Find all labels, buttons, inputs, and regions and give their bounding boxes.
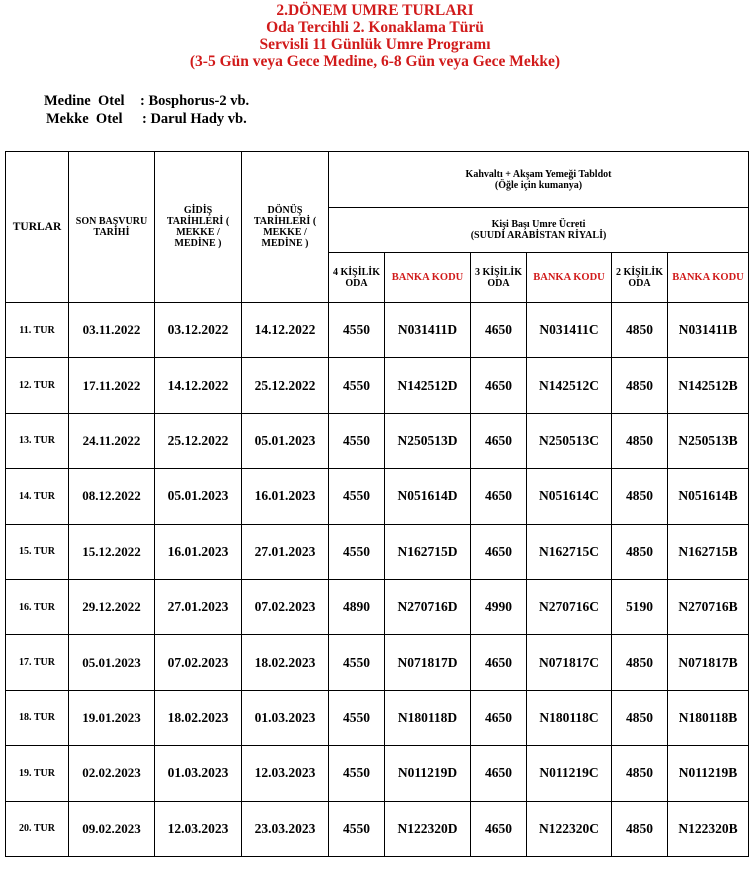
table-row [6, 690, 749, 745]
price-3-person: 4650 [471, 524, 527, 579]
tour-name: 13. TUR [6, 413, 69, 468]
price-4-person: 4550 [329, 690, 385, 745]
bank-code-2: N122320B [668, 801, 749, 856]
header-son-basvuru: SON BAŞVURU TARİHİ [69, 152, 155, 303]
bank-code-4: N270716D [385, 579, 471, 634]
price-2-person: 4850 [612, 303, 668, 358]
hotel-value: : Darul Hady vb. [142, 111, 247, 127]
price-line-2: (SUUDİ ARABİSTAN RİYALİ) [470, 230, 607, 241]
price-3-person: 4650 [471, 413, 527, 468]
table-row [6, 524, 749, 579]
last-application-date: 03.11.2022 [69, 303, 155, 358]
return-date: 27.01.2023 [242, 524, 329, 579]
header-price [329, 208, 749, 253]
bank-code-4: N031411D [385, 303, 471, 358]
last-application-date: 24.11.2022 [69, 413, 155, 468]
bank-code-2: N270716B [668, 579, 749, 634]
price-line-1: Kişi Başı Umre Ücreti [491, 219, 586, 230]
last-application-date: 29.12.2022 [69, 579, 155, 634]
return-date: 23.03.2023 [242, 801, 329, 856]
bank-code-2: N162715B [668, 524, 749, 579]
price-3-person: 4650 [471, 690, 527, 745]
price-2-person: 4850 [612, 690, 668, 745]
departure-date: 25.12.2022 [155, 413, 242, 468]
header-gidis: GİDİŞ TARİHLERİ ( MEKKE / MEDİNE ) [155, 152, 242, 303]
bank-code-2: N051614B [668, 469, 749, 524]
bank-code-4: N142512D [385, 358, 471, 413]
tour-name: 16. TUR [6, 579, 69, 634]
title-line-3: Servisli 11 Günlük Umre Programı [259, 36, 491, 53]
tour-name: 17. TUR [6, 635, 69, 690]
tour-name: 15. TUR [6, 524, 69, 579]
bank-code-2: N011219B [668, 746, 749, 801]
bank-code-2: N180118B [668, 690, 749, 745]
return-date: 14.12.2022 [242, 303, 329, 358]
price-2-person: 4850 [612, 413, 668, 468]
return-date: 12.03.2023 [242, 746, 329, 801]
last-application-date: 17.11.2022 [69, 358, 155, 413]
bank-code-4: N180118D [385, 690, 471, 745]
last-application-date: 15.12.2022 [69, 524, 155, 579]
table-row [6, 303, 749, 358]
return-date: 16.01.2023 [242, 469, 329, 524]
tour-name: 18. TUR [6, 690, 69, 745]
price-4-person: 4550 [329, 413, 385, 468]
table-row [6, 413, 749, 468]
last-application-date: 08.12.2022 [69, 469, 155, 524]
header-room-2: 2 KİŞİLİK ODA [612, 253, 668, 303]
table-row [6, 635, 749, 690]
last-application-date: 09.02.2023 [69, 801, 155, 856]
price-2-person: 4850 [612, 524, 668, 579]
header-bank-code: BANKA KODU [385, 253, 471, 303]
bank-code-2: N142512B [668, 358, 749, 413]
bank-code-3: N270716C [527, 579, 612, 634]
title-line-2: Oda Tercihli 2. Konaklama Türü [266, 19, 484, 36]
header-meal [329, 152, 749, 208]
tour-name: 14. TUR [6, 469, 69, 524]
bank-code-3: N051614C [527, 469, 612, 524]
bank-code-2: N250513B [668, 413, 749, 468]
bank-code-3: N250513C [527, 413, 612, 468]
departure-date: 07.02.2023 [155, 635, 242, 690]
departure-date: 12.03.2023 [155, 801, 242, 856]
price-2-person: 4850 [612, 469, 668, 524]
price-2-person: 5190 [612, 579, 668, 634]
price-3-person: 4650 [471, 469, 527, 524]
bank-code-3: N031411C [527, 303, 612, 358]
meal-line-1: Kahvaltı + Akşam Yemeği Tabldot [465, 168, 612, 180]
return-date: 05.01.2023 [242, 413, 329, 468]
header-room-4: 4 KİŞİLİK ODA [329, 253, 385, 303]
price-4-person: 4550 [329, 746, 385, 801]
title-line-4: (3-5 Gün veya Gece Medine, 6-8 Gün veya Gece Mekke) [189, 53, 561, 70]
bank-code-3: N142512C [527, 358, 612, 413]
header-room-3: 3 KİŞİLİK ODA [471, 253, 527, 303]
price-3-person: 4650 [471, 746, 527, 801]
hotel-info [44, 92, 249, 128]
departure-date: 05.01.2023 [155, 469, 242, 524]
price-3-person: 4650 [471, 358, 527, 413]
bank-code-3: N162715C [527, 524, 612, 579]
price-4-person: 4550 [329, 635, 385, 690]
tour-schedule-table [5, 151, 749, 857]
bank-code-4: N051614D [385, 469, 471, 524]
hotel-label: Mekke Otel [46, 111, 123, 127]
departure-date: 16.01.2023 [155, 524, 242, 579]
meal-line-2: (Öğle için kumanya) [494, 179, 583, 191]
price-3-person: 4650 [471, 635, 527, 690]
hotel-value: : Bosphorus-2 vb. [140, 93, 250, 109]
table-row [6, 746, 749, 801]
title-line-1: 2.DÖNEM UMRE TURLARI [276, 2, 474, 19]
header-donus: DÖNÜŞ TARİHLERİ ( MEKKE / MEDİNE ) [242, 152, 329, 303]
bank-code-4: N250513D [385, 413, 471, 468]
tour-name: 19. TUR [6, 746, 69, 801]
header-bank-code: BANKA KODU [527, 253, 612, 303]
tour-name: 11. TUR [6, 303, 69, 358]
departure-date: 14.12.2022 [155, 358, 242, 413]
price-2-person: 4850 [612, 746, 668, 801]
price-4-person: 4550 [329, 801, 385, 856]
price-4-person: 4890 [329, 579, 385, 634]
bank-code-3: N122320C [527, 801, 612, 856]
departure-date: 01.03.2023 [155, 746, 242, 801]
table-row [6, 469, 749, 524]
last-application-date: 19.01.2023 [69, 690, 155, 745]
return-date: 25.12.2022 [242, 358, 329, 413]
departure-date: 18.02.2023 [155, 690, 242, 745]
price-3-person: 4650 [471, 801, 527, 856]
return-date: 01.03.2023 [242, 690, 329, 745]
departure-date: 27.01.2023 [155, 579, 242, 634]
tour-name: 12. TUR [6, 358, 69, 413]
price-3-person: 4650 [471, 303, 527, 358]
price-4-person: 4550 [329, 524, 385, 579]
hotel-label: Medine Otel [44, 93, 125, 109]
last-application-date: 02.02.2023 [69, 746, 155, 801]
tour-name: 20. TUR [6, 801, 69, 856]
bank-code-3: N011219C [527, 746, 612, 801]
bank-code-2: N031411B [668, 303, 749, 358]
bank-code-4: N162715D [385, 524, 471, 579]
price-2-person: 4850 [612, 801, 668, 856]
bank-code-2: N071817B [668, 635, 749, 690]
last-application-date: 05.01.2023 [69, 635, 155, 690]
bank-code-3: N071817C [527, 635, 612, 690]
bank-code-4: N011219D [385, 746, 471, 801]
bank-code-3: N180118C [527, 690, 612, 745]
price-4-person: 4550 [329, 358, 385, 413]
header-bank-code: BANKA KODU [668, 253, 749, 303]
return-date: 07.02.2023 [242, 579, 329, 634]
hotel-row-mekke [44, 110, 249, 128]
price-2-person: 4850 [612, 635, 668, 690]
return-date: 18.02.2023 [242, 635, 329, 690]
bank-code-4: N122320D [385, 801, 471, 856]
price-4-person: 4550 [329, 303, 385, 358]
hotel-row-medine [44, 92, 249, 110]
table-body [6, 303, 749, 857]
document-header [0, 2, 750, 70]
header-turlar: TURLAR [6, 152, 69, 303]
price-3-person: 4990 [471, 579, 527, 634]
departure-date: 03.12.2022 [155, 303, 242, 358]
table-row [6, 801, 749, 856]
price-2-person: 4850 [612, 358, 668, 413]
table-row [6, 579, 749, 634]
bank-code-4: N071817D [385, 635, 471, 690]
table-row [6, 358, 749, 413]
price-4-person: 4550 [329, 469, 385, 524]
